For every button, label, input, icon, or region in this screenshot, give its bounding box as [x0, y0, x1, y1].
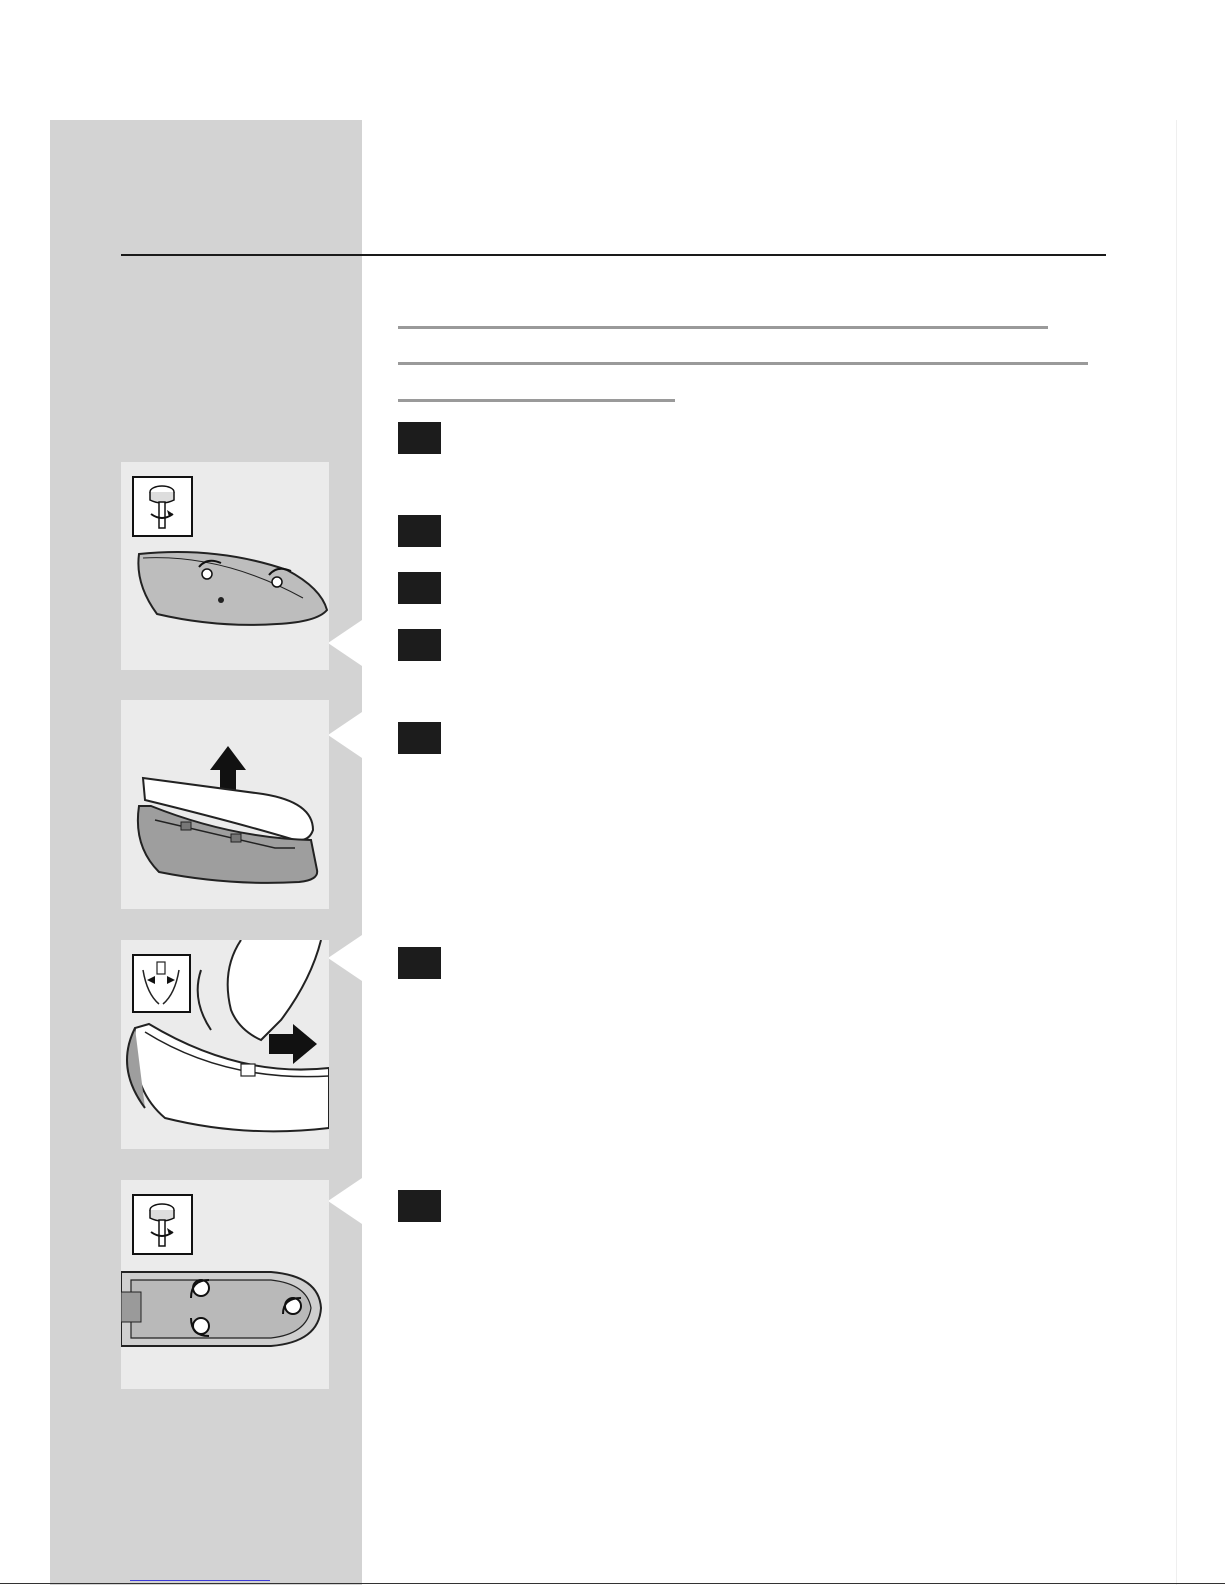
unscrew-cover-illustration	[121, 462, 329, 670]
arrow-up-icon	[210, 746, 246, 792]
step-box-4	[398, 629, 441, 661]
hand-shape	[198, 940, 321, 1040]
heading-line-3	[398, 399, 675, 402]
clip-detail-inset	[133, 955, 190, 1012]
section-top-rule	[121, 254, 1106, 256]
pointer-arrow-1	[328, 620, 362, 666]
pointer-arrow-4	[328, 1178, 362, 1224]
arrow-right-icon	[269, 1024, 317, 1064]
lift-cover-illustration	[121, 700, 329, 909]
step-box-6	[398, 947, 441, 979]
pointer-arrow-3	[328, 935, 362, 981]
heading-line-1	[398, 326, 1048, 329]
page-edge-divider	[1176, 120, 1177, 1585]
screwdriver-icon	[133, 1195, 192, 1254]
cover-part-shape	[138, 778, 317, 883]
shaver-base-shape	[121, 1272, 321, 1346]
release-clips-illustration	[121, 940, 329, 1149]
step-box-7	[398, 1190, 441, 1222]
pointer-arrow-2	[328, 712, 362, 758]
unscrew-base-illustration	[121, 1180, 329, 1389]
heading-line-2	[398, 362, 1088, 365]
step-box-3	[398, 572, 441, 604]
step-box-1	[398, 422, 441, 454]
footer-link-underline	[130, 1580, 270, 1581]
screwdriver-icon	[133, 477, 192, 536]
page-bottom-rule	[0, 1583, 1225, 1584]
step-box-5	[398, 722, 441, 754]
shaver-cover-shape	[138, 552, 327, 625]
step-box-2	[398, 515, 441, 547]
